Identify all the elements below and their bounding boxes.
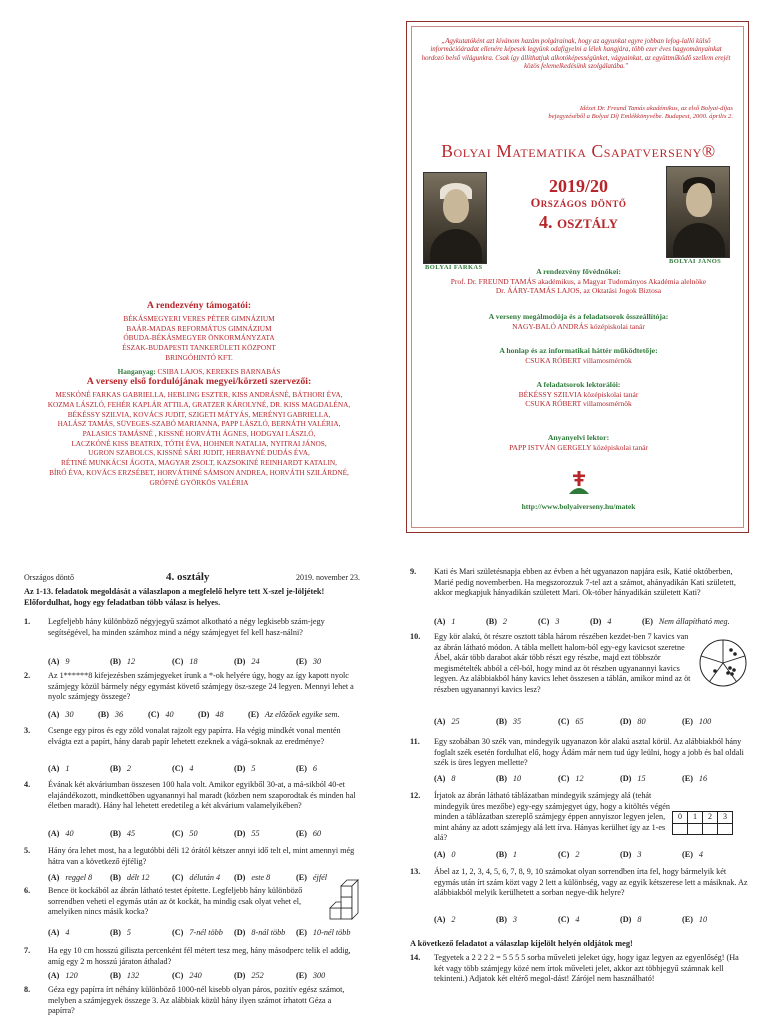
digit-table	[672, 811, 733, 835]
question-12	[410, 791, 750, 863]
bolyai-janos-portrait	[666, 166, 730, 258]
webmaster-line: CSUKA RÓBERT villamosmérnök	[525, 355, 632, 365]
empty-cell[interactable]	[688, 823, 703, 834]
answer-row: (A) 8 (B) 10 (C) 12 (D) 15 (E) 16	[434, 774, 708, 783]
proofreaders-block	[407, 380, 750, 409]
author-line: NAGY-BALÓ ANDRÁS középiskolai tanár	[512, 321, 645, 331]
question-number: 3.	[24, 726, 31, 735]
answer-row: (A) reggel 8 (B) délt 12 (C) délután 4 (D) este 8 (E) éjfél	[48, 873, 328, 882]
citation-line-2: bejegyzéséből a Bolyai Díj Emlékkönyvébe. Budapest, 2000. április 2.	[548, 113, 733, 121]
digit-cell: 3	[718, 812, 733, 824]
exam-date: 2019. november 23.	[296, 573, 360, 582]
supporter-line: BRINGÓHINTÓ KFT.	[165, 352, 233, 362]
question-number: 10.	[410, 632, 421, 641]
digit-cell: 1	[688, 812, 703, 824]
season-year: 2019/20	[548, 176, 608, 196]
question-number: 13.	[410, 867, 421, 876]
question-number: 2.	[24, 671, 31, 680]
patron-line: Dr. ÁÁRY-TAMÁS LAJOS, az Oktatási Jogok Biztosa	[495, 286, 662, 296]
question-text: Egy kör alakú, öt részre osztott tábla három részében kezdet-ben 7 kavics van az ábrán látható módon. A tábla mellett halom-ból egy-egy kavicsot szeretne Ábel, akár több darabot akár több részt egy részbe, majd ezt többször megismételték abból a cél-ból, hogy mind az öt részben ugyanannyi kavics legyen. Az alábbiakból hány kavics lehet összesen a táblán, amikor mind az öt részben ugyanannyi kavics lesz?	[434, 632, 691, 694]
question-number: 6.	[24, 886, 31, 895]
question-14	[410, 953, 750, 1005]
question-9	[410, 567, 750, 627]
question-text: Egy szobában 30 szék van, mindegyik ugyanazon kör alakú asztal körül. Az alábbiakból hány foglalt szék esetén fordulhat elő, hogy Ádám már nem tud úgy leülni, hogy a jobb és bal oldali szék is üres legyen mellette?	[434, 737, 744, 768]
author-heading: A verseny megálmodója és a feladatsorok összeállítója:	[488, 312, 669, 321]
sound-label: Hanganyag:	[117, 366, 156, 376]
question-text: Ha egy 10 cm hosszú giliszta percenként fél métert tesz meg, hány másodperc telik el addig, amíg egy 2 m hosszú járaton áthalad?	[48, 946, 351, 966]
empty-cell[interactable]	[718, 823, 733, 834]
answer-row: (A) 1 (B) 2 (C) 3 (D) 4 (E) Nem állapítható meg.	[434, 617, 730, 626]
question-1	[24, 617, 360, 669]
empty-cell[interactable]	[673, 823, 688, 834]
organizer-line: RÉTINÉ MUNKÁCSI ÁGOTA, MAGYAR ZSOLT, KAZSOKINÉ REINHARDT KATALIN,	[61, 458, 337, 468]
organizer-line: MESKÓNÉ FARKAS GABRIELLA, HEBLING ESZTER, KISS ANDRÁSNÉ, BÁTHORI ÉVA,	[55, 390, 343, 400]
question-number: 8.	[24, 985, 31, 994]
organizer-line: KOZMA LÁSZLÓ, FEHÉR KAPLÁR ATTILA, GRATZER KÁROLYNÉ, DR. KISS MAGDALÉNA,	[47, 399, 351, 409]
language-block	[407, 433, 750, 452]
proofreader-line: BÉKÉSSY SZILVIA középiskolai tanár	[518, 389, 639, 399]
language-heading: Anyanyelvi lektor:	[547, 433, 610, 442]
open-question-instructions: A következő feladatot a válaszlap kijelölt helyén oldjátok meg!	[410, 939, 633, 948]
question-text: Az 1******8 kifejezésben számjegyeket írunk a *-ok helyére úgy, hogy az így kapott nyolc számjegy közül bármely négy egymást követő számjegy ösz-szege 24 legyen. Mennyi lehet a nyolc számjegy összege?	[48, 671, 354, 702]
organizer-line: GRÓFNÉ GYÖRKÖS VALÉRIA	[149, 477, 249, 487]
question-text: Legfeljebb hány különböző négyjegyű számot alkotható a négy legkisebb szám-jegy segítségével, ha minden számhoz mind a négy számjegyet fel kell hasz-nálni?	[48, 617, 325, 637]
question-number: 9.	[410, 567, 417, 576]
proofreaders-heading: A feladatsorok lektorálói:	[536, 380, 621, 389]
answer-row: (A) 2 (B) 3 (C) 4 (D) 8 (E) 10	[434, 915, 708, 924]
organizer-line: HALÁSZ TAMÁS, SÜVEGES-SZABÓ MARIANNA, PAPP LÁSZLÓ, BERNÁTH VALÉRIA,	[57, 419, 341, 429]
cover-card	[406, 21, 749, 533]
question-11	[410, 737, 750, 785]
question-text: Évának két akváriumban összesen 100 hala volt. Amikor egyikből 30-at, a má-sikból 40-et elajándékozott, mindkettőben ugyanannyi hal maradt (közben nem szaporodtak és minden hal életben maradt). Hány hal lehetett eredetileg a két akvárium valamelyikében?	[48, 780, 356, 811]
round-name: Országos döntő	[530, 196, 627, 210]
answer-row: (A) 30 (B) 36 (C) 40 (D) 48 (E) Az előzőek egyike sem.	[48, 710, 340, 719]
citation-line-1: Idézet Dr. Freund Tamás akadémikus, az első Bolyai-díjas	[579, 105, 733, 112]
cover-citation	[421, 105, 733, 121]
empty-cell[interactable]	[703, 823, 718, 834]
digit-cell: 0	[673, 812, 688, 824]
question-text: Hány óra lehet most, ha a legutóbbi déli 12 órától kétszer annyi idő telt el, mint amennyi még hátra van a következő éjfélig?	[48, 846, 355, 866]
exam-instructions: Az 1-13. feladatok megoldását a válaszlapon a megfelelő helyre tett X-szel je-löljétek! Előfordulhat, hogy egy feladatban több válasz is helyes.	[24, 587, 325, 607]
organizer-line: UGRON SZABOLCS, KISSNÉ SÁRI JUDIT, HERBAYNÉ DUDÁS ÉVA,	[88, 448, 310, 458]
question-text: Csenge egy piros és egy zöld vonalat rajzolt egy papírra. Ha végig mindkét vonal mentén elvágta ezt a papírt, hány darab papír lehetett ezeknek a vágá-soknak az eredménye?	[48, 726, 341, 746]
competition-title: Bolyai Matematika Csapatverseny®	[441, 141, 716, 161]
question-4	[24, 780, 360, 842]
question-text: Tegyetek a 2 2 2 2 = 5 5 5 5 sorba műveleti jeleket úgy, hogy igaz legyen az egyenlőség! (Ha két vagy több számjegy közé nem írtok műveleti jelet, akkor azt többjegyű számnak kell tekinteni.) Adjatok két eltérő megol-dást! Zárójel nem használható!	[434, 953, 739, 984]
sound-names: CSIBA LAJOS, KEREKES BARNABÁS	[157, 366, 281, 376]
credits-section	[14, 300, 384, 487]
organizer-line: BÍRÓ ÉVA, KOVÁCS ERZSÉBET, HORVÁTHNÉ SÁMSON ANDREA, HORVÁTH SZILÁRDNÉ,	[49, 467, 349, 477]
patrons-heading: A rendezvény fővédnökei:	[536, 267, 621, 276]
answer-row: (A) 25 (B) 35 (C) 65 (D) 80 (E) 100	[434, 717, 712, 726]
sound-credits	[14, 367, 384, 377]
organizer-line: BÉKÉSSY SZILVIA, KOVÁCS JUDIT, SZIGETI MÁTYÁS, MERÉNYI GABRIELLA,	[67, 409, 331, 419]
question-number: 7.	[24, 946, 31, 955]
question-number: 11.	[410, 737, 420, 746]
answer-row: (A) 1 (B) 2 (C) 4 (D) 5 (E) 6	[48, 764, 318, 773]
answer-row: (A) 9 (B) 12 (C) 18 (D) 24 (E) 30	[48, 657, 322, 666]
question-number: 1.	[24, 617, 31, 626]
question-text: Géza egy papírra írt néhány különböző 1000-nél kisebb olyan páros, pozitív egész számot, melyben a számjegyek összege 3. Az alábbiak közül hány ilyen számot írhatott Géza a papírra?	[48, 985, 345, 1016]
five-part-board-figure	[698, 638, 748, 688]
bolyai-cross-logo-icon	[567, 470, 591, 496]
question-number: 12.	[410, 791, 421, 800]
question-text: Kati és Mari születésnapja ebben az évben a hét ugyanazon napjára esik, Katié októberben, Marié pedig novemberben. Ha megszorozzuk 7-tel azt a számot, ahányadikán Kati született, akkor megkapjuk hányadikán született Mari. Ok-tóber hányadikán született Kati?	[434, 567, 736, 598]
portrait-caption-left: BOLYAI FARKAS	[425, 264, 483, 271]
answer-row: (A) 40 (B) 45 (C) 50 (D) 55 (E) 60	[48, 829, 322, 838]
cover-quote: „Agykutatóként azt kívánom hazám polgárainak, hogy az agyunkat egyre jobban lefog-lalló külső információáradat ellenére képesek legyünk odafigyelni a lélek hangjára, több ezer éves hagyományainkat hordozó belső világunkra. Csak így állíthatjuk alkotóképességünket, vágyainkat, az együttműködő szellem erejét közös felemelkedésünk szolgálatába."	[421, 38, 731, 70]
question-8	[24, 985, 360, 1021]
patron-line: Prof. Dr. FREUND TAMÁS akadémikus, a Magyar Tudományos Akadémia alelnöke	[450, 276, 707, 286]
supporter-line: ÉSZAK-BUDAPESTI TANKERÜLETI KÖZPONT	[122, 343, 276, 353]
question-13	[410, 867, 750, 929]
question-number: 4.	[24, 780, 31, 789]
supporters-heading: A rendezvény támogatói:	[146, 300, 252, 311]
organizer-line: LACZKÓNÉ KISS BEATRIX, TÓTH ÉVA, HOHNER NATALIA, NYITRAI JÁNOS,	[71, 438, 327, 448]
question-5	[24, 846, 360, 882]
organizer-line: PALASICS TAMÁSNÉ , KISSNÉ HORVÁTH ÁGNES, HODGYAI LÁSZLÓ,	[82, 429, 316, 439]
supporter-line: ÓBUDA-BÉKÁSMEGYER ÖNKORMÁNYZATA	[123, 333, 275, 343]
supporter-line: BAÁR-MADAS REFORMÁTUS GIMNÁZIUM	[126, 323, 272, 333]
question-text: Bence öt kockából az ábrán látható testet építette. Legfeljebb hány különböző sorrendben veheti el egymás után az öt kockát, ha mindig csak olyat vehet el, amelyiken nincs másik kocka?	[48, 886, 303, 917]
answer-row: (A) 0 (B) 1 (C) 2 (D) 3 (E) 4	[434, 850, 704, 859]
language-line: PAPP ISTVÁN GERGELY középiskolai tanár	[509, 442, 648, 452]
grade-title: 4. osztály	[539, 212, 618, 232]
proofreader-line: CSUKA RÓBERT villamosmérnök	[525, 399, 632, 409]
supporter-line: BÉKÁSMEGYERI VERES PÉTER GIMNÁZIUM	[123, 314, 275, 323]
answer-row: (A) 120 (B) 132 (C) 240 (D) 252 (E) 300	[48, 971, 326, 980]
patrons-block	[407, 267, 750, 296]
webmaster-heading: A honlap és az informatikai háttér működtetője:	[499, 346, 658, 355]
answer-row: (A) 4 (B) 5 (C) 7-nél több (D) 8-nál több (E) 10-nél több	[48, 928, 351, 937]
question-text: Ábel az 1, 2, 3, 4, 5, 6, 7, 8, 9, 10 számokat olyan sorrendben írta fel, hogy bármelyik két egymás után írt szám közt vagy 2 lett a különbség, vagy az egyik kétszerese lett a másiknak. Az alábbiakból melyik kerülhetett a sorban negye-dik helyre?	[434, 867, 748, 898]
website-link[interactable]: http://www.bolyaiverseny.hu/matek	[521, 502, 636, 511]
question-7	[24, 946, 360, 980]
question-number: 5.	[24, 846, 31, 855]
question-text: Írjatok az ábrán látható táblázatban mindegyik számjegy alá (tehát mindegyik üres mezőbe) egy-egy számjegyet úgy, hogy a kitöltés végén minden a táblázatban szereplő számjegy éppen annyiszor legyen jelen, mint ahány az adott számjegy alá lett írva. Hányas kerülhet így az 1-es alá?	[434, 791, 670, 843]
question-6	[24, 886, 360, 942]
question-3	[24, 726, 360, 778]
question-10	[410, 632, 750, 730]
digit-cell: 2	[703, 812, 718, 824]
exam-grade: 4. osztály	[166, 571, 210, 583]
author-block	[407, 312, 750, 331]
portrait-caption-right: BOLYAI JÁNOS	[669, 258, 722, 265]
organizers-heading: A verseny első fordulójának megyei/körzeti szervezői:	[86, 376, 312, 388]
cube-stack-figure	[328, 878, 362, 922]
question-number: 14.	[410, 953, 421, 962]
exam-round: Országos döntő	[24, 573, 74, 582]
webmaster-block	[407, 346, 750, 365]
question-2	[24, 671, 360, 723]
